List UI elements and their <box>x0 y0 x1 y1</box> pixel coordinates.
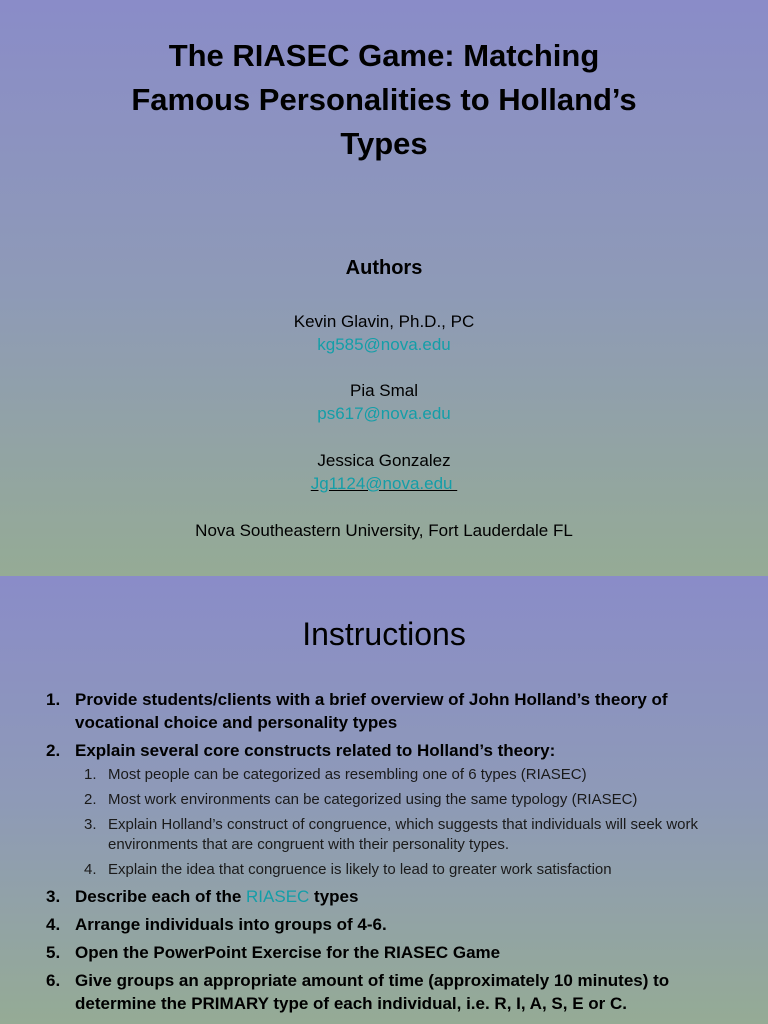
list-number: 1. <box>46 690 61 709</box>
sub-list-number: 4. <box>84 861 97 878</box>
sub-list-number: 3. <box>84 816 97 833</box>
sub-list-item <box>0 815 740 855</box>
list-number: 4. <box>46 915 61 934</box>
authors-heading: Authors <box>345 257 423 279</box>
instructions-list <box>0 688 740 1020</box>
sub-list-item-text: Most work environments can be categorized using the same typology (RIASEC) <box>108 791 638 808</box>
list-number: 3. <box>46 887 61 906</box>
sub-list-item <box>0 860 740 880</box>
sub-list-number: 1. <box>84 766 97 783</box>
list-item-text: Give groups an appropriate amount of time (approximately 10 minutes) to determine the PRIMARY type of each individual, i.e. R, I, A, S, E or C. <box>75 971 670 1013</box>
list-number: 6. <box>46 971 61 990</box>
list-item <box>0 941 740 964</box>
affiliation: Nova Southeastern University, Fort Lauderdale FL <box>195 521 573 540</box>
list-item <box>0 739 740 880</box>
author-name: Kevin Glavin, Ph.D., PC <box>293 312 475 331</box>
sub-list-item <box>0 790 740 810</box>
list-item-text: Open the PowerPoint Exercise for the RIASEC Game <box>75 943 501 962</box>
slide-title-line: Types <box>340 126 428 161</box>
list-item <box>0 913 740 936</box>
slide-title: Instructions <box>302 616 466 652</box>
sub-list-item-text: Explain the idea that congruence is likely to lead to greater work satisfaction <box>108 861 612 878</box>
list-item-text: Explain several core constructs related to Holland’s theory: <box>75 741 556 760</box>
author-email-link[interactable]: kg585@nova.edu <box>317 335 451 354</box>
author-email-link[interactable]: ps617@nova.edu <box>317 404 451 423</box>
list-item-text: Arrange individuals into groups of 4-6. <box>75 915 387 934</box>
riasec-highlight: RIASEC <box>246 887 310 906</box>
sub-list-item <box>0 765 740 785</box>
list-item-text: Describe each of the <box>75 887 247 906</box>
slide-title <box>0 34 768 166</box>
list-number: 5. <box>46 943 61 962</box>
slide-title-line: The RIASEC Game: Matching <box>168 38 600 73</box>
list-item-text: types <box>309 887 359 906</box>
list-item-text: Provide students/clients with a brief overview of John Holland’s theory of vocational choice and personality types <box>75 690 668 732</box>
author-email-link[interactable]: Jg1124@nova.edu <box>310 474 453 493</box>
author-name: Jessica Gonzalez <box>317 451 451 470</box>
slide-title-line: Famous Personalities to Holland’s <box>131 82 637 117</box>
sub-list-item-text: Explain Holland’s construct of congruence, which suggests that individuals will seek work environments that are congruent with their personality types. <box>108 816 699 853</box>
list-item <box>0 688 740 734</box>
author-name: Pia Smal <box>349 381 419 400</box>
list-number: 2. <box>46 741 61 760</box>
sub-list-item-text: Most people can be categorized as resembling one of 6 types (RIASEC) <box>108 766 587 783</box>
list-item <box>0 885 740 908</box>
list-item <box>0 969 740 1015</box>
author-email-row <box>0 473 768 495</box>
sub-list-number: 2. <box>84 791 97 808</box>
instructions-slide <box>0 576 768 1024</box>
sub-list <box>75 765 740 880</box>
